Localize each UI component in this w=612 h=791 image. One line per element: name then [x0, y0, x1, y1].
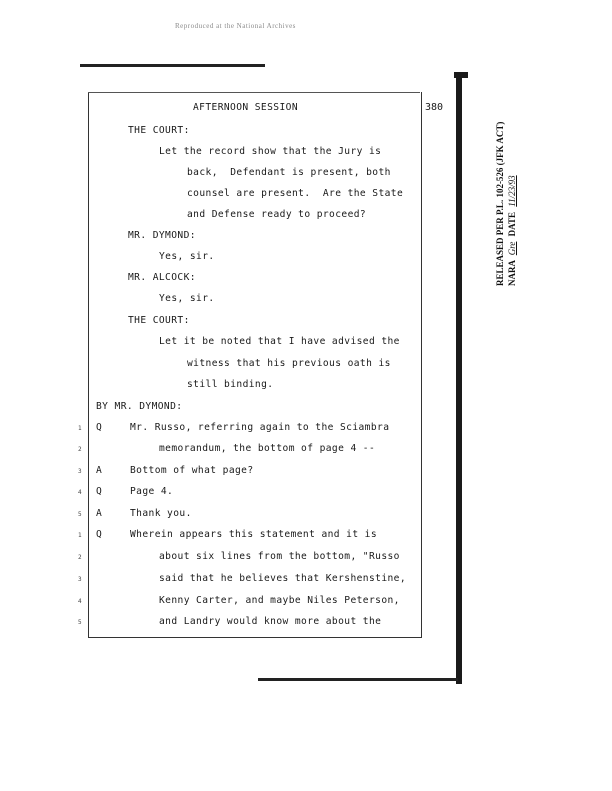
bottom-rule [258, 678, 458, 681]
transcript-line: MR. ALCOCK: [128, 272, 196, 283]
release-stamp-nara: NARA [507, 260, 517, 286]
release-stamp-date-label: DATE [507, 211, 517, 237]
transcript-line: Let the record show that the Jury is [159, 146, 382, 157]
header-stamp: Reproduced at the National Archives [175, 22, 296, 30]
line-number: 3 [78, 576, 82, 583]
line-number: 4 [78, 598, 82, 605]
release-stamp-signature: Gre [507, 241, 517, 256]
transcript-line: counsel are present. Are the State [187, 188, 404, 199]
transcript-line: Yes, sir. [159, 251, 215, 262]
release-stamp-line1: RELEASED PER P.L. 102-526 (JFK ACT) [495, 121, 505, 286]
release-stamp-line2 [506, 122, 518, 286]
transcript-line: back, Defendant is present, both [187, 167, 391, 178]
transcript-frame-top [88, 92, 420, 93]
transcript-line: Mr. Russo, referring again to the Sciambra [130, 422, 390, 433]
line-number: 2 [78, 446, 82, 453]
transcript-line: Bottom of what page? [130, 465, 254, 476]
line-number: 1 [78, 532, 82, 539]
line-number: 4 [78, 489, 82, 496]
transcript-line: MR. DYMOND: [128, 230, 196, 241]
speaker-q: Q [96, 486, 102, 497]
transcript-line: still binding. [187, 379, 274, 390]
page-number: 380 [425, 102, 444, 113]
line-number: 3 [78, 468, 82, 475]
right-bar [456, 72, 462, 684]
release-stamp-date-value: 11/23/93 [507, 175, 517, 207]
transcript-line: about six lines from the bottom, "Russo [159, 551, 400, 562]
right-bar-edge [454, 72, 468, 78]
transcript-line: Thank you. [130, 508, 192, 519]
release-stamp [494, 122, 518, 286]
transcript-line: Wherein appears this statement and it is [130, 529, 378, 540]
line-number: 5 [78, 619, 82, 626]
line-number: 2 [78, 554, 82, 561]
line-number: 1 [78, 425, 82, 432]
speaker-q: Q [96, 529, 102, 540]
transcript-line: Yes, sir. [159, 293, 215, 304]
transcript-line: Page 4. [130, 486, 174, 497]
transcript-line: Kenny Carter, and maybe Niles Peterson, [159, 595, 400, 606]
transcript-line: and Landry would know more about the [159, 616, 382, 627]
speaker-q: Q [96, 422, 102, 433]
transcript-line: said that he believes that Kershenstine, [159, 573, 407, 584]
speaker-a: A [96, 508, 102, 519]
speaker-a: A [96, 465, 102, 476]
transcript-line: THE COURT: [128, 125, 190, 136]
transcript-line: THE COURT: [128, 315, 190, 326]
transcript-line: witness that his previous oath is [187, 358, 391, 369]
session-title: AFTERNOON SESSION [193, 102, 298, 113]
line-number: 5 [78, 511, 82, 518]
transcript-line: memorandum, the bottom of page 4 -- [159, 443, 376, 454]
transcript-line: Let it be noted that I have advised the [159, 336, 400, 347]
transcript-line: BY MR. DYMOND: [96, 401, 183, 412]
transcript-line: and Defense ready to proceed? [187, 209, 367, 220]
top-rule [80, 64, 265, 67]
